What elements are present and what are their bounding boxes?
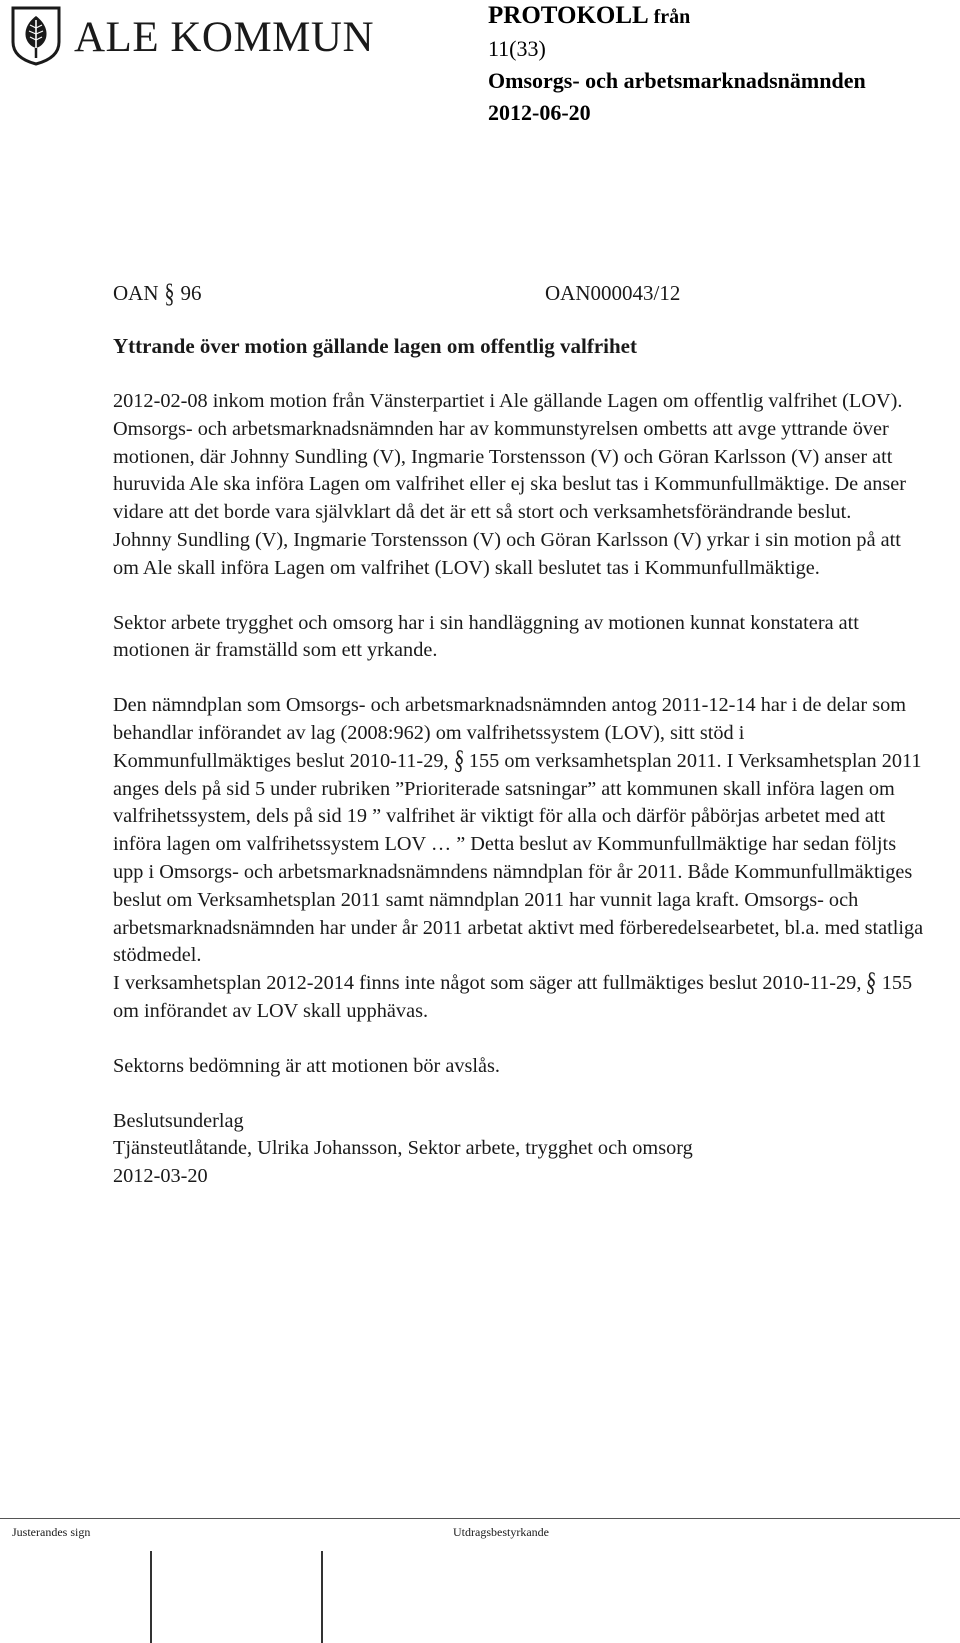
paragraph-background	[113, 692, 925, 970]
case-number: OAN000043/12	[545, 281, 681, 305]
paragraph-assignment: Omsorgs- och arbetsmarknadsnämnden har av kommunstyrelsen ombetts att avge yttrande över motionen, där Johnny Sundling (V), Ingmarie Torstensson (V) och Göran Karlsson (V) anser att huruvida Ale ska införa Lagen om valfrihet eller ej ska beslut tas i Kommunfullmäktige. De anser vidare att det borde vara självklart då det är ett så stort och verksamhetsförändrande beslut.	[113, 417, 906, 524]
ale-kommun-logo	[10, 6, 375, 68]
doc-type	[488, 0, 866, 33]
board-name: Omsorgs- och arbetsmarknadsnämnden	[488, 68, 866, 93]
paragraph-plan-2012	[113, 967, 925, 1026]
basis-heading: Beslutsunderlag	[113, 1109, 244, 1132]
paragraph-assessment: Sektorns bedömning är att motionen bör avslås.	[113, 1054, 500, 1077]
signature-divider	[321, 1551, 323, 1643]
utdragsbestyrkande-label: Utdragsbestyrkande	[453, 1525, 549, 1539]
doc-type-label: PROTOKOLL	[488, 2, 648, 29]
background-part-2: 155 om verksamhetsplan 2011. I Verksamhetsplan 2011 anges dels på sid 5 under rubriken ”Prioriterade satsningar” att kommunen skall införa lagen om valfrihetssystem, dels på sid 19 ” valfrihet är viktigt för alla och därför påbörjas arbetet med att införa lagen om valfrihetssystem LOV … ” Detta beslut av Kommunfullmäktige har sedan följts upp i Omsorgs- och arbetsmarknadsnämndens nämndplan för år 2011. Både Kommunfullmäktiges beslut om Verksamhetsplan 2011 samt nämndplan 2011 har vunnit laga kraft. Omsorgs- och arbetsmarknadsnämnden har under år 2011 arbetat aktivt med förberedelsearbetet, bl.a. med statliga stödmedel.	[113, 749, 924, 967]
protocol-body	[113, 388, 925, 1191]
page-info: 11(33)	[488, 36, 546, 61]
background-part-1: Den nämndplan som Omsorgs- och arbetsmarknadsnämnden antog 2011-12-14 har i de delar som behandlar införandet av lag (2008:962) om valfrihetssystem (LOV), sitt stöd i Kommunfullmäktiges beslut 2010-11-29,	[113, 694, 907, 772]
paragraph-demand: Johnny Sundling (V), Ingmarie Torstensson (V) och Göran Karlsson (V) yrkar i sin motion på att om Ale skall införa Lagen om valfrihet (LOV) skall beslutet tas i Kommunfullmäktige.	[113, 528, 901, 579]
document-header	[488, 0, 866, 129]
section-sign: §	[452, 744, 466, 777]
doc-type-suffix: från	[653, 6, 691, 28]
basis-item: Tjänsteutlåtande, Ulrika Johansson, Sektor arbete, trygghet och omsorg	[113, 1137, 693, 1160]
logo-text: ALE KOMMUN	[74, 14, 375, 61]
signature-divider	[150, 1551, 152, 1643]
section-sign: §	[164, 279, 175, 309]
tree-emblem-icon	[10, 6, 62, 66]
case-title: Yttrande över motion gällande lagen om offentlig valfrihet	[113, 334, 637, 358]
section-sign: §	[865, 967, 879, 999]
case-reference	[113, 278, 913, 309]
footer-divider	[0, 1518, 960, 1519]
plan-part-1: I verksamhetsplan 2012-2014 finns inte något som säger att fullmäktiges beslut 2010-11-29,	[113, 972, 862, 995]
basis-date: 2012-03-20	[113, 1165, 208, 1188]
paragraph-motion-received: 2012-02-08 inkom motion från Vänsterpartiet i Ale gällande Lagen om offentlig valfrihet (LOV).	[113, 390, 903, 412]
paragraph-number: 96	[180, 281, 202, 305]
case-prefix: OAN	[113, 281, 159, 305]
meeting-date: 2012-06-20	[488, 100, 591, 125]
justerandes-sign-label: Justerandes sign	[12, 1525, 91, 1539]
paragraph-sector-finding: Sektor arbete trygghet och omsorg har i sin handläggning av motionen kunnat konstatera att motionen är framställd som ett yrkande.	[113, 611, 859, 662]
plan-part-2: 155 om införandet av LOV skall upphävas.	[113, 972, 913, 1022]
